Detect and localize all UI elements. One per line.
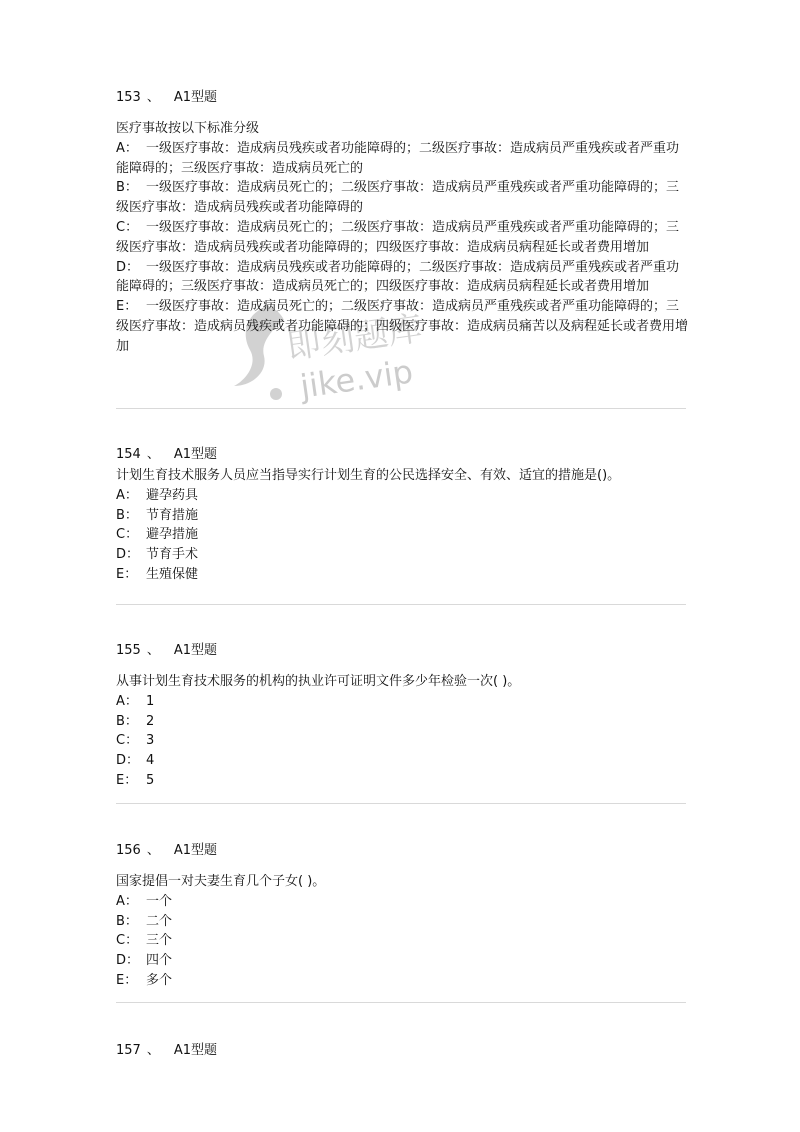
option-label: B： (116, 507, 138, 523)
option-text: 多个 (146, 972, 173, 988)
option-d (116, 751, 688, 771)
option-a (116, 892, 688, 912)
option-b (116, 178, 688, 218)
question-type: A1型题 (173, 643, 218, 658)
option-text: 2 (146, 713, 155, 729)
option-c (116, 731, 688, 751)
question-type: A1型题 (173, 447, 218, 462)
question-divider (116, 1002, 686, 1003)
option-label: B： (116, 713, 138, 729)
question-stem: 国家提倡一对夫妻生育几个子女( )。 (116, 874, 326, 889)
question-number: 154 (116, 447, 141, 462)
option-label: D： (116, 259, 140, 275)
option-label: D： (116, 953, 140, 969)
option-label: D： (116, 547, 140, 563)
option-text: 避孕药具 (146, 487, 199, 503)
option-c (116, 931, 688, 951)
option-label: C： (116, 933, 139, 949)
option-c (116, 525, 688, 545)
option-a (116, 692, 688, 712)
option-b (116, 712, 688, 732)
option-label: B： (116, 913, 138, 929)
question-separator: 、 (146, 447, 160, 462)
option-e (116, 771, 688, 791)
question-separator: 、 (146, 90, 160, 105)
option-text: 3 (146, 733, 155, 749)
option-text: 二个 (146, 913, 173, 929)
option-label: C： (116, 219, 139, 235)
option-text: 节育手术 (146, 547, 199, 563)
question-type: A1型题 (173, 90, 218, 105)
option-text: 节育措施 (146, 507, 199, 523)
option-a (116, 486, 688, 506)
option-label: A： (116, 693, 138, 709)
question-stem: 计划生育技术服务人员应当指导实行计划生育的公民选择安全、有效、适宜的措施是()。 (116, 468, 621, 483)
question-divider (116, 803, 686, 804)
option-d (116, 258, 688, 298)
option-label: B： (116, 180, 138, 196)
option-text: 四个 (146, 953, 173, 969)
option-text: 一级医疗事故：造成病员死亡的；二级医疗事故：造成病员严重残疾或者严重功能障碍的；三级医疗事故：造成病员残疾或者功能障碍的；四级医疗事故：造成病员病程延长或者费用增加 (116, 219, 680, 255)
question-divider (116, 408, 686, 409)
option-text: 1 (146, 693, 155, 709)
option-text: 一级医疗事故：造成病员死亡的；二级医疗事故：造成病员严重残疾或者严重功能障碍的；三级医疗事故：造成病员残疾或者功能障碍的；四级医疗事故：造成病员痛苦以及病程延长或者费用增加 (116, 299, 689, 354)
watermark-text: 即刻题库 (284, 308, 425, 368)
option-e (116, 971, 688, 991)
option-a (116, 139, 688, 179)
question-number: 156 (116, 843, 141, 858)
option-label: E： (116, 299, 138, 315)
option-text: 三个 (146, 933, 173, 949)
question-number: 153 (116, 90, 141, 105)
question-separator: 、 (146, 643, 160, 658)
option-d (116, 545, 688, 565)
option-label: E： (116, 772, 138, 788)
question-divider (116, 604, 686, 605)
option-text: 一个 (146, 893, 173, 909)
watermark-url: jike.vip (297, 352, 416, 406)
question-header (116, 444, 688, 466)
question-157 (116, 1040, 688, 1062)
option-label: A： (116, 893, 138, 909)
option-d (116, 951, 688, 971)
question-stem: 医疗事故按以下标准分级 (116, 121, 260, 136)
question-header (116, 87, 688, 109)
question-type: A1型题 (173, 1043, 218, 1058)
option-e (116, 565, 688, 585)
option-text: 4 (146, 753, 155, 769)
option-b (116, 912, 688, 932)
option-e (116, 297, 688, 356)
option-b (116, 506, 688, 526)
question-header (116, 1040, 688, 1062)
option-label: C： (116, 733, 139, 749)
question-156 (116, 840, 688, 991)
question-155 (116, 640, 688, 791)
option-label: E： (116, 972, 138, 988)
question-header (116, 840, 688, 862)
question-number: 157 (116, 1043, 141, 1058)
option-text: 5 (146, 772, 155, 788)
question-stem: 从事计划生育技术服务的机构的执业许可证明文件多少年检验一次( )。 (116, 674, 521, 689)
option-label: A： (116, 140, 138, 156)
option-text: 生殖保健 (146, 566, 199, 582)
question-type: A1型题 (173, 843, 218, 858)
question-153 (116, 87, 688, 357)
question-header (116, 640, 688, 662)
option-label: A： (116, 487, 138, 503)
option-text: 一级医疗事故：造成病员残疾或者功能障碍的；二级医疗事故：造成病员严重残疾或者严重功能障碍的；三级医疗事故：造成病员死亡的 (116, 140, 680, 176)
option-c (116, 218, 688, 258)
option-label: E： (116, 566, 138, 582)
option-label: D： (116, 753, 140, 769)
option-text: 一级医疗事故：造成病员残疾或者功能障碍的；二级医疗事故：造成病员严重残疾或者严重功能障碍的；三级医疗事故：造成病员死亡的；四级医疗事故：造成病员病程延长或者费用增加 (116, 259, 680, 295)
question-separator: 、 (146, 1043, 160, 1058)
option-text: 避孕措施 (146, 527, 199, 543)
question-separator: 、 (146, 843, 160, 858)
question-154 (116, 444, 688, 585)
option-label: C： (116, 527, 139, 543)
option-text: 一级医疗事故：造成病员死亡的；二级医疗事故：造成病员严重残疾或者严重功能障碍的；三级医疗事故：造成病员残疾或者功能障碍的 (116, 180, 680, 216)
question-number: 155 (116, 643, 141, 658)
